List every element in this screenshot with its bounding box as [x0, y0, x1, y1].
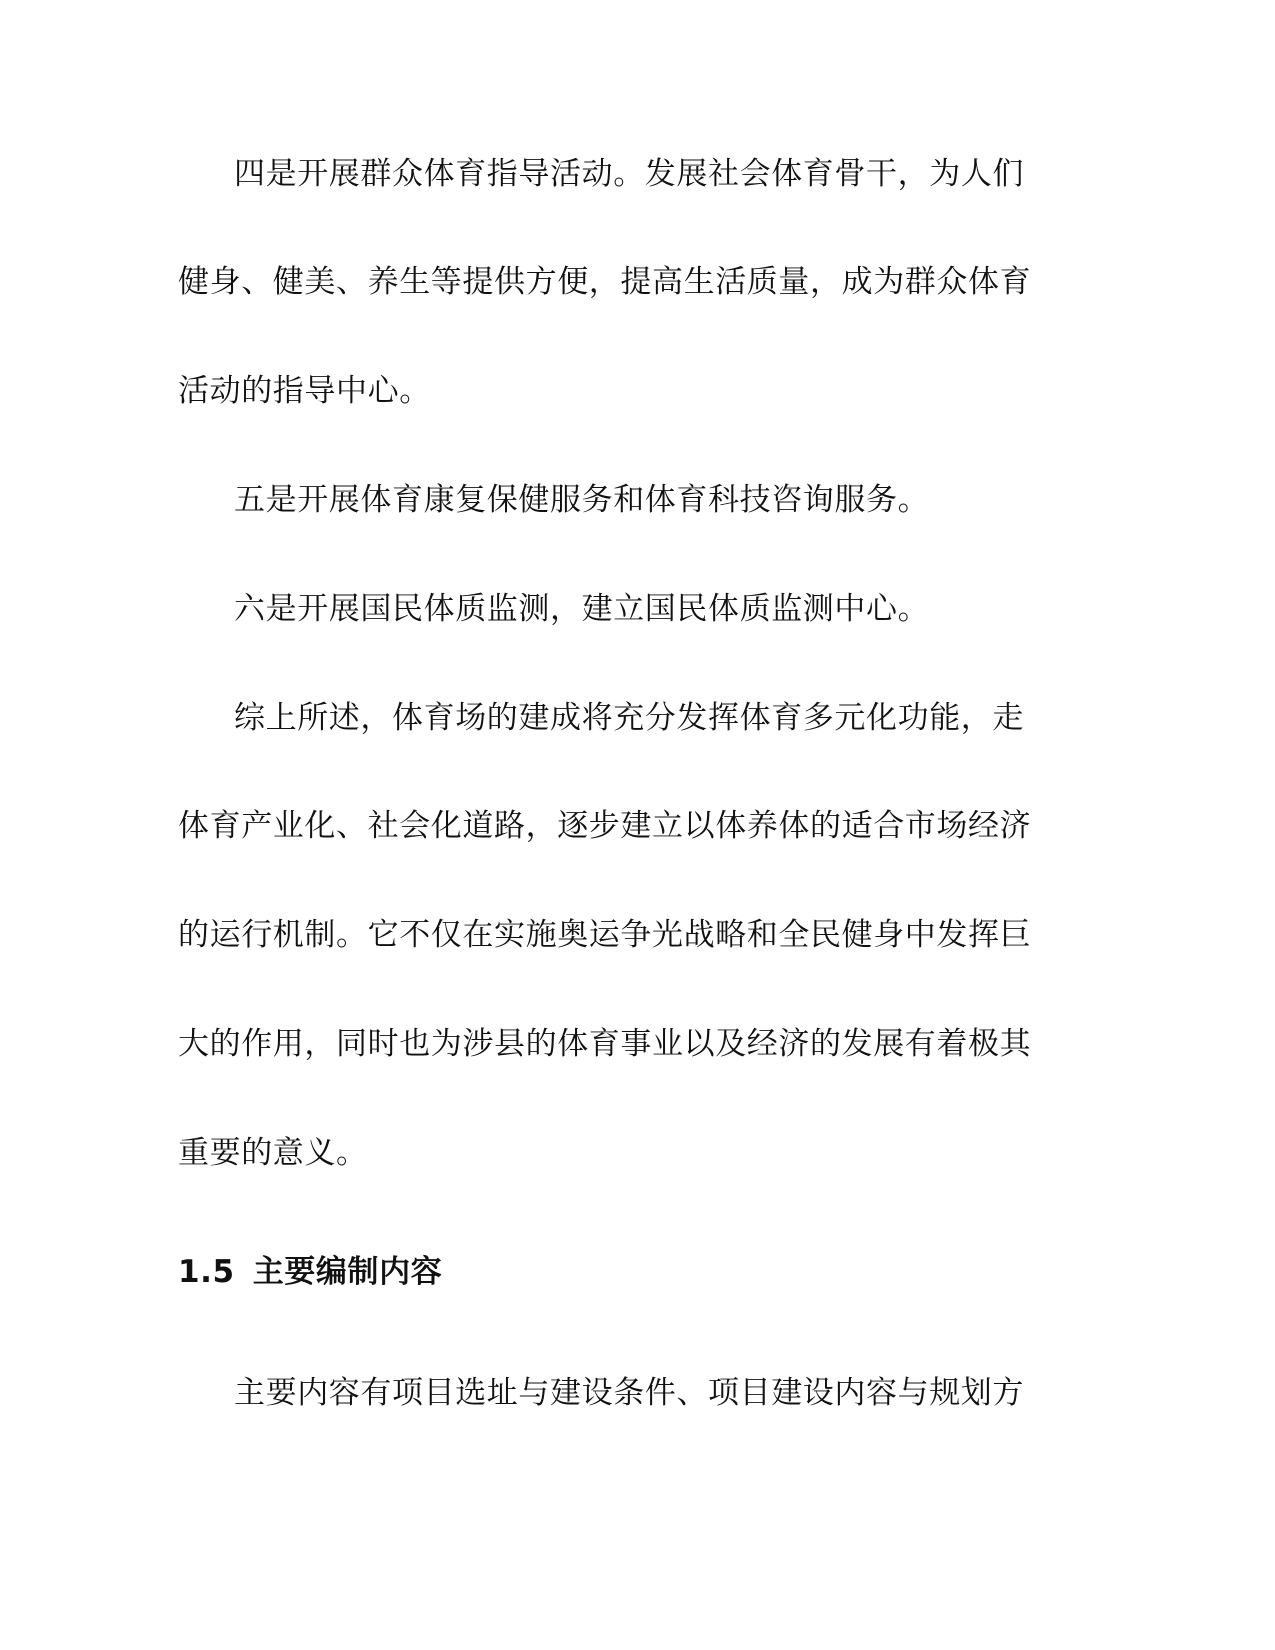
section-number: 1.5 [178, 1254, 235, 1290]
paragraph-4-line-2: 体育产业化、社会化道路，逐步建立以体养体的适合市场经济 [178, 808, 1032, 844]
section-title: 主要编制内容 [252, 1254, 443, 1290]
paragraph-3-line-1: 六是开展国民体质监测，建立国民体质监测中心。 [234, 591, 930, 627]
paragraph-4-line-5: 重要的意义。 [178, 1135, 368, 1171]
paragraph-4-line-4: 大的作用，同时也为涉县的体育事业以及经济的发展有着极其 [178, 1026, 1032, 1062]
paragraph-4-line-3: 的运行机制。它不仅在实施奥运争光战略和全民健身中发挥巨 [178, 917, 1032, 953]
section-paragraph-line-1: 主要内容有项目选址与建设条件、项目建设内容与规划方 [234, 1375, 1024, 1411]
paragraph-1-line-3: 活动的指导中心。 [178, 373, 431, 409]
paragraph-2-line-1: 五是开展体育康复保健服务和体育科技咨询服务。 [234, 482, 930, 518]
paragraph-1-line-2: 健身、健美、养生等提供方便，提高生活质量，成为群众体育 [178, 264, 1032, 300]
paragraph-1-line-1: 四是开展群众体育指导活动。发展社会体育骨干，为人们 [234, 156, 1024, 192]
section-heading [178, 1252, 442, 1292]
paragraph-4-line-1: 综上所述，体育场的建成将充分发挥体育多元化功能，走 [234, 700, 1024, 736]
